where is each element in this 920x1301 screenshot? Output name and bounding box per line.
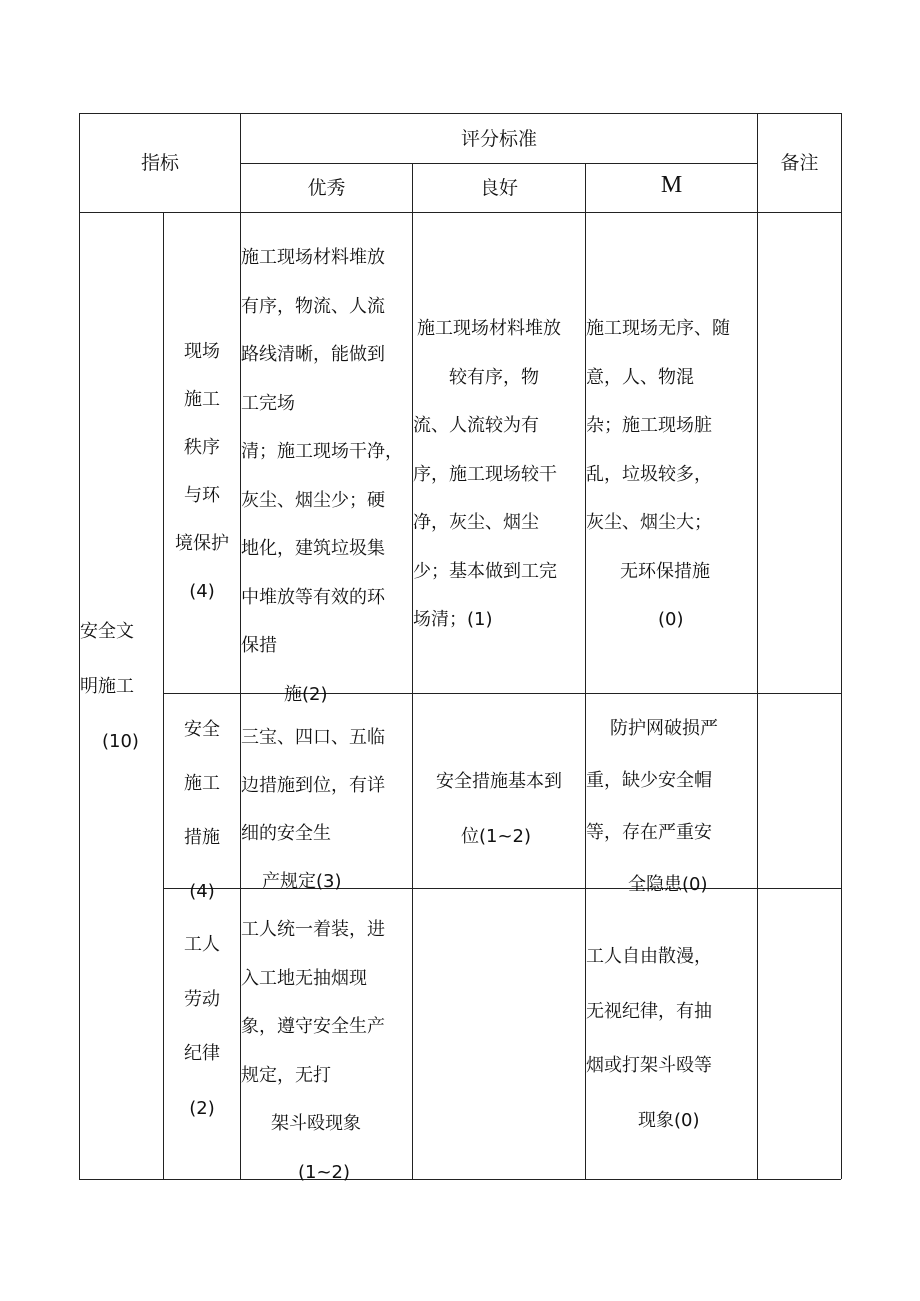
row-2-excellent <box>241 714 412 906</box>
row-3-good <box>413 889 585 1179</box>
item-line: 工人 <box>184 934 220 955</box>
row-1-remarks <box>758 213 841 693</box>
item-line: 现场 <box>184 341 220 362</box>
item-line: 措施 <box>184 827 220 848</box>
header-bottom-border <box>79 212 841 213</box>
good-line: 净，灰尘、烟尘 <box>413 512 539 533</box>
excellent-line: 架斗殴现象 <box>271 1113 361 1134</box>
poor-line: 无视纪律，有抽 <box>586 1000 712 1022</box>
header-excellent: 优秀 <box>307 177 346 199</box>
item-line: 纪律 <box>184 1043 220 1064</box>
row-2-poor <box>586 703 757 895</box>
item-line: 劳动 <box>184 988 220 1010</box>
item-line: 安全 <box>184 719 220 740</box>
item-line: 境保护 <box>175 533 229 554</box>
poor-line: 意，人、物混 <box>586 366 694 388</box>
header-criteria: 评分标准 <box>460 128 537 150</box>
header-divider <box>240 163 758 164</box>
item-line: 施工 <box>184 773 220 794</box>
item-line: 与环 <box>184 485 220 506</box>
excellent-line: 工完场 <box>241 392 295 414</box>
table-border-bottom <box>79 1179 841 1180</box>
excellent-line: 工人统一着装，进 <box>241 919 385 940</box>
item-line: (2) <box>189 1097 215 1119</box>
item-line: (4) <box>189 581 215 602</box>
excellent-line: 入工地无抽烟现 <box>241 967 367 989</box>
excellent-line: 象，遵守安全生产 <box>241 1016 385 1037</box>
excellent-line: 边措施到位，有详 <box>241 775 385 796</box>
header-poor: M <box>660 172 683 198</box>
good-line: 序，施工现场较干 <box>413 463 557 485</box>
item-line: 施工 <box>184 389 220 410</box>
excellent-line: 规定，无打 <box>241 1064 331 1086</box>
row-2-remarks <box>758 694 841 888</box>
row-3-remarks <box>758 889 841 1179</box>
poor-line: 乱，垃圾较多， <box>586 463 712 485</box>
header-indicator: 指标 <box>140 152 179 174</box>
excellent-line: 地化，建筑垃圾集 <box>241 538 385 559</box>
excellent-line: 中堆放等有效的环 <box>241 586 385 608</box>
excellent-line: 产规定(3) <box>262 871 342 892</box>
category-cell <box>80 620 163 753</box>
excellent-line: 施工现场材料堆放 <box>241 247 385 268</box>
category-line: 安全文 <box>80 621 134 642</box>
excellent-line: 施(2) <box>284 683 328 705</box>
header-good: 良好 <box>479 177 518 199</box>
row-1-item <box>164 328 240 616</box>
row-3-excellent <box>241 906 412 1197</box>
row-1-good <box>413 305 585 645</box>
row-1-poor <box>586 305 757 645</box>
poor-line: 现象(0) <box>638 1109 700 1131</box>
good-line: 少；基本做到工完 <box>413 560 557 582</box>
excellent-line: 三宝、四口、五临 <box>241 727 385 748</box>
table-border-top <box>79 113 841 114</box>
excellent-line: 保措 <box>241 635 277 656</box>
poor-line: 无环保措施 <box>620 560 710 582</box>
poor-line: 杂；施工现场脏 <box>586 415 712 436</box>
good-line: 较有序，物 <box>449 366 539 388</box>
good-line: 流、人流较为有 <box>413 415 539 436</box>
poor-line: 灰尘、烟尘大； <box>586 512 712 533</box>
poor-line: 工人自由散漫， <box>586 946 712 967</box>
excellent-line: 有序，物流、人流 <box>241 295 385 317</box>
poor-line: 等，存在严重安 <box>586 822 712 843</box>
row-2-item <box>164 703 240 902</box>
poor-line: 全隐患(0) <box>628 874 708 895</box>
excellent-line: 灰尘、烟尘少；硬 <box>241 489 385 511</box>
category-score: (10) <box>102 731 139 752</box>
poor-line: (0) <box>658 609 684 630</box>
excellent-line: (1~2) <box>298 1161 351 1183</box>
poor-line: 烟或打架斗殴等 <box>586 1055 712 1076</box>
poor-line: 施工现场无序、随 <box>586 318 730 339</box>
item-line: (4) <box>189 881 215 902</box>
good-line: 施工现场材料堆放 <box>417 318 561 339</box>
row-3-poor <box>586 930 757 1148</box>
good-line: 场清；(1) <box>413 609 493 630</box>
poor-line: 重，缺少安全帽 <box>586 770 712 791</box>
header-remarks: 备注 <box>780 152 819 174</box>
excellent-line: 清；施工现场干净， <box>241 441 403 462</box>
table-border-right <box>841 113 842 1179</box>
row-1-excellent <box>241 234 412 719</box>
row-2-good <box>413 754 585 864</box>
poor-line: 防护网破损严 <box>610 718 718 739</box>
good-line: 位(1~2) <box>461 826 532 847</box>
good-line: 安全措施基本到 <box>436 771 562 792</box>
row-3-item <box>164 918 240 1136</box>
category-line: 明施工 <box>80 676 134 697</box>
excellent-line: 细的安全生 <box>241 823 331 844</box>
excellent-line: 路线清晰，能做到 <box>241 344 385 365</box>
item-line: 秩序 <box>184 437 220 458</box>
